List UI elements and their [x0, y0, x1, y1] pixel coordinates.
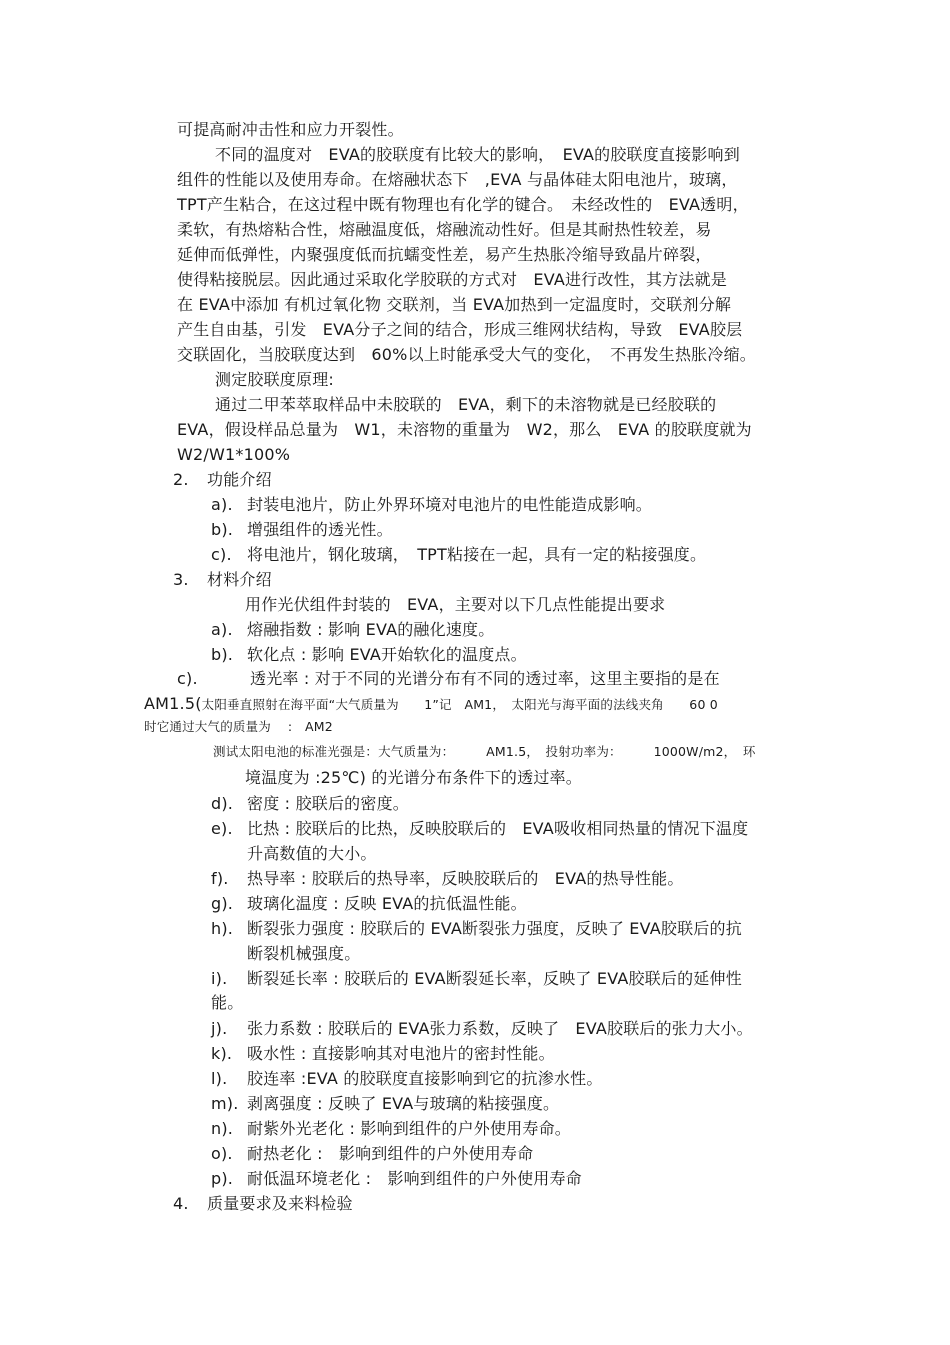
- list-item: [211, 868, 684, 890]
- list-item-label: k).: [211, 1044, 233, 1063]
- list-item-text: 吸水性 : 直接影响其对电池片的密封性能。: [247, 1044, 555, 1063]
- paragraph-line: 测定胶联度原理:: [215, 370, 334, 389]
- list-item-label: g).: [211, 894, 234, 913]
- list-item-label: b).: [211, 520, 234, 539]
- paragraph-line: TPT产生粘合，在这过程中既有物理也有化学的键合。 未经改性的 EVA透明，: [177, 195, 749, 214]
- list-item-text: 胶连率 :EVA 的胶联度直接影响到它的抗渗水性。: [247, 1069, 603, 1088]
- paragraph-line: 组件的性能以及使用寿命。在熔融状态下 ,EVA 与晶体硅太阳电池片，玻璃，: [177, 170, 738, 189]
- list-item: [211, 544, 706, 566]
- list-item-text: 断裂机械强度。: [247, 944, 361, 963]
- list-item-label: a).: [211, 495, 233, 514]
- list-item-text: 耐紫外光老化 : 影响到组件的户外使用寿命。: [247, 1119, 571, 1138]
- list-item-text: 升高数值的大小。: [247, 844, 377, 863]
- list-item: [211, 619, 494, 641]
- list-item-text: 断裂延长率 : 胶联后的 EVA断裂延长率，反映了 EVA胶联后的延伸性: [247, 969, 742, 988]
- section-number: 4.: [173, 1194, 189, 1213]
- paragraph-line: 交联固化，当胶联度达到 60%以上时能承受大气的变化， 不再发生热胀冷缩。: [177, 345, 756, 364]
- list-item-label: a).: [211, 620, 233, 639]
- list-item-text: 断裂张力强度 : 胶联后的 EVA断裂张力强度，反映了 EVA胶联后的抗: [247, 919, 742, 938]
- list-item: [211, 1043, 555, 1065]
- list-item: [211, 918, 742, 940]
- list-item-continuation: [211, 943, 360, 965]
- list-item: [211, 1093, 559, 1115]
- list-item: [211, 968, 742, 990]
- list-item-continuation: [211, 992, 243, 1014]
- list-item-label: n).: [211, 1119, 234, 1138]
- list-item: [177, 668, 720, 690]
- list-item-text: 玻璃化温度 : 反映 EVA的抗低温性能。: [247, 894, 527, 913]
- list-item-label: i).: [211, 969, 228, 988]
- list-item-label: l).: [211, 1069, 228, 1088]
- am-prefix: AM1.5(: [144, 694, 202, 713]
- list-item-text: 能。: [211, 993, 244, 1012]
- list-item-text: 将电池片，钢化玻璃， TPT粘接在一起，具有一定的粘接强度。: [247, 545, 707, 564]
- list-item-label: j).: [211, 1019, 228, 1038]
- list-item-text: 张力系数 : 胶联后的 EVA张力系数，反映了 EVA胶联后的张力大小。: [247, 1019, 753, 1038]
- list-item: [211, 494, 652, 516]
- list-item: [211, 1068, 603, 1090]
- paragraph-line: 延伸而低弹性，内聚强度低而抗蠕变性差，易产生热胀冷缩导致晶片碎裂，: [177, 245, 712, 264]
- test-standard-note: 测试太阳电池的标准光强是：大气质量为： AM1.5， 投射功率为： 1000W/m2， 环: [213, 744, 756, 759]
- list-item: [211, 644, 527, 666]
- list-item-text: 热导率 : 胶联后的热导率，反映胶联后的 EVA的热导性能。: [247, 869, 684, 888]
- section-title: 功能介绍: [207, 470, 272, 489]
- environment-temperature-line: 境温度为 :25℃) 的光谱分布条件下的透过率。: [245, 768, 582, 787]
- list-item-text: 密度 : 胶联后的密度。: [247, 794, 409, 813]
- section-heading-4: [173, 1193, 353, 1215]
- list-item-label: o).: [211, 1144, 233, 1163]
- am-note-line-2: 时它通过大气的质量为 : AM2: [144, 719, 333, 734]
- section-title: 质量要求及来料检验: [207, 1194, 353, 1213]
- list-item: [211, 818, 748, 840]
- list-item: [211, 519, 393, 541]
- list-item-text: 剥离强度 : 反映了 EVA与玻璃的粘接强度。: [247, 1094, 560, 1113]
- section-number: 3.: [173, 570, 189, 589]
- list-item-text: 耐低温环境老化 : 影响到组件的户外使用寿命: [247, 1169, 582, 1188]
- list-item-label: b).: [211, 645, 234, 664]
- list-item-text: 耐热老化 : 影响到组件的户外使用寿命: [247, 1144, 534, 1163]
- list-item-text: 软化点 : 影响 EVA开始软化的温度点。: [247, 645, 527, 664]
- list-item-text: 比热 : 胶联后的比热，反映胶联后的 EVA吸收相同热量的情况下温度: [247, 819, 749, 838]
- section-intro: 用作光伏组件封装的 EVA，主要对以下几点性能提出要求: [245, 595, 666, 614]
- list-item-continuation: [211, 843, 377, 865]
- list-item-label: c).: [211, 545, 232, 564]
- paragraph-line: 在 EVA中添加 有机过氧化物 交联剂，当 EVA加热到一定温度时，交联剂分解: [177, 295, 732, 314]
- list-item: [211, 893, 527, 915]
- list-item-label: e).: [211, 819, 233, 838]
- list-item-text: 熔融指数 : 影响 EVA的融化速度。: [247, 620, 495, 639]
- paragraph-line: 柔软，有热熔粘合性，熔融温度低，熔融流动性好。但是其耐热性较差，易: [177, 220, 712, 239]
- am-note-text: 太阳垂直照射在海平面“大气质量为 1”记 AM1， 太阳光与海平面的法线夹角 60 0: [201, 697, 718, 712]
- list-item-text: 增强组件的透光性。: [247, 520, 393, 539]
- paragraph-line: W2/W1*100%: [177, 445, 291, 464]
- list-item-label: d).: [211, 794, 234, 813]
- paragraph-line: EVA，假设样品总量为 W1，未溶物的重量为 W2，那么 EVA 的胶联度就为: [177, 420, 752, 439]
- list-item-label: p).: [211, 1169, 234, 1188]
- list-item: [211, 1018, 753, 1040]
- paragraph-line: 可提高耐冲击性和应力开裂性。: [177, 120, 404, 139]
- section-number: 2.: [173, 470, 189, 489]
- list-item: [211, 1118, 571, 1140]
- section-heading-3: [173, 569, 272, 591]
- paragraph-line: 不同的温度对 EVA的胶联度有比较大的影响， EVA的胶联度直接影响到: [215, 145, 740, 164]
- list-item-label: f).: [211, 869, 229, 888]
- section-heading-2: [173, 469, 272, 491]
- list-item-text: 透光率 : 对于不同的光谱分布有不同的透过率，这里主要指的是在: [250, 669, 720, 688]
- list-item: [211, 1143, 533, 1165]
- paragraph-line: 产生自由基，引发 EVA分子之间的结合，形成三维网状结构，导致 EVA胶层: [177, 320, 743, 339]
- paragraph-line: 使得粘接脱层。因此通过采取化学胶联的方式对 EVA进行改性，其方法就是: [177, 270, 727, 289]
- paragraph-line: 通过二甲苯萃取样品中未胶联的 EVA，剩下的未溶物就是已经胶联的: [215, 395, 717, 414]
- list-item-text: 封装电池片，防止外界环境对电池片的电性能造成影响。: [247, 495, 653, 514]
- section-title: 材料介绍: [207, 570, 272, 589]
- list-item: [211, 1168, 582, 1190]
- list-item-label: c).: [177, 669, 198, 688]
- list-item: [211, 793, 409, 815]
- list-item-label: m).: [211, 1094, 239, 1113]
- list-item-label: h).: [211, 919, 234, 938]
- am-note-line: [144, 693, 718, 715]
